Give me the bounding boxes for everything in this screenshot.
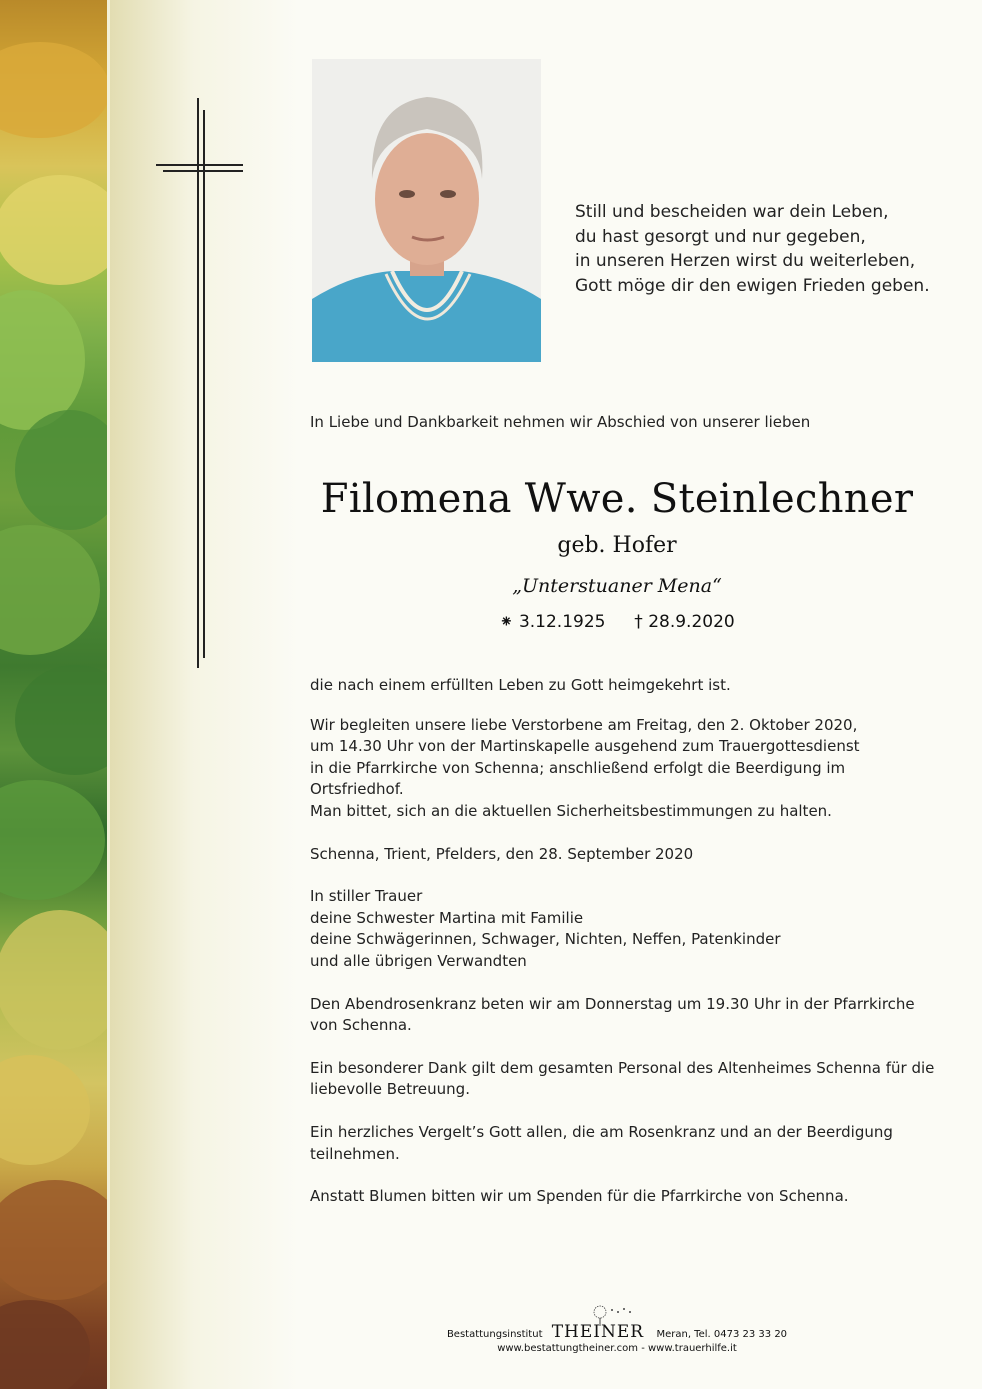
poem-line: in unseren Herzen wirst du weiterleben, [575, 251, 916, 271]
rosary-line: von Schenna. [310, 1016, 412, 1035]
funeral-paragraph [310, 715, 940, 823]
footer-institute: Bestattungsinstitut [446, 1329, 543, 1340]
rosary-line: Den Abendrosenkranz beten wir am Donnerstag um 19.30 Uhr in der Pfarrkirche [310, 994, 915, 1013]
thanks-all-line: teilnehmen. [310, 1144, 400, 1163]
footer [0, 1322, 982, 1354]
poem [575, 200, 955, 298]
returned-text: die nach einem erfüllten Leben zu Gott heimgekehrt ist. [310, 676, 731, 694]
deceased-name: Filomena Wwe. Steinlechner [320, 476, 914, 522]
funeral-line: Wir begleiten unsere liebe Verstorbene am Freitag, den 2. Oktober 2020, [310, 715, 858, 734]
rosary-paragraph [310, 994, 940, 1037]
tree-logo-icon [586, 1304, 636, 1326]
thanks-all-line: Ein herzliches Vergelt’s Gott allen, die am Rosenkranz und an der Beerdigung [310, 1122, 893, 1141]
life-dates [0, 612, 982, 632]
funeral-line: in die Pfarrkirche von Schenna; anschließend erfolgt die Beerdigung im [310, 758, 846, 777]
mourners-line: deine Schwägerinnen, Schwager, Nichten, Neffen, Patenkinder [310, 930, 781, 949]
funeral-line: um 14.30 Uhr von der Martinskapelle ausgehend zum Trauergottesdienst [310, 737, 860, 756]
mourners-line: deine Schwester Martina mit Familie [310, 908, 584, 927]
mourners-line: In stiller Trauer [310, 887, 423, 906]
poem-line: Gott möge dir den ewigen Frieden geben. [575, 275, 930, 296]
poem-line: Still und bescheiden war dein Leben, [575, 202, 889, 222]
nickname: „Unterstuaner Mena“ [512, 575, 722, 597]
divider-line [107, 0, 110, 1389]
theiner-logo [552, 1322, 651, 1342]
death-cross-icon: † [634, 612, 643, 632]
footer-websites: www.bestattungtheiner.com - www.trauerhilfe.it [497, 1343, 737, 1354]
poem-line: du hast gesorgt und nur gegeben, [575, 226, 866, 247]
leaves-icon [0, 0, 108, 1389]
place-date: Schenna, Trient, Pfelders, den 28. September 2020 [310, 844, 694, 863]
thanks-staff-paragraph [310, 1058, 940, 1101]
leaf-decoration [0, 0, 108, 1389]
funeral-line: Ortsfriedhof. [310, 780, 404, 799]
thanks-staff-line: Ein besonderer Dank gilt dem gesamten Personal des Altenheimes Schenna für die [310, 1058, 935, 1077]
portrait-icon [312, 59, 541, 362]
mourners-paragraph [310, 886, 940, 972]
donations-text: Anstatt Blumen bitten wir um Spenden für die Pfarrkirche von Schenna. [310, 1187, 849, 1206]
birth-star-icon: ⁕ [499, 612, 514, 632]
thanks-all-paragraph [310, 1122, 940, 1165]
thanks-staff-line: liebevolle Betreuung. [310, 1080, 470, 1099]
funeral-line: Man bittet, sich an die aktuellen Sicherheitsbestimmungen zu halten. [310, 801, 832, 820]
portrait-photo [312, 59, 541, 362]
mourners-line: und alle übrigen Verwandten [310, 951, 527, 970]
birth-date: 3.12.1925 [518, 612, 606, 632]
death-date: 28.9.2020 [648, 612, 735, 632]
maiden-name: geb. Hofer [557, 533, 677, 558]
intro-text: In Liebe und Dankbarkeit nehmen wir Abschied von unserer lieben [310, 413, 811, 431]
notice-body [310, 675, 940, 1229]
footer-logo-text: THEINER [551, 1322, 645, 1342]
footer-contact: Meran, Tel. 0473 23 33 20 [656, 1329, 788, 1340]
